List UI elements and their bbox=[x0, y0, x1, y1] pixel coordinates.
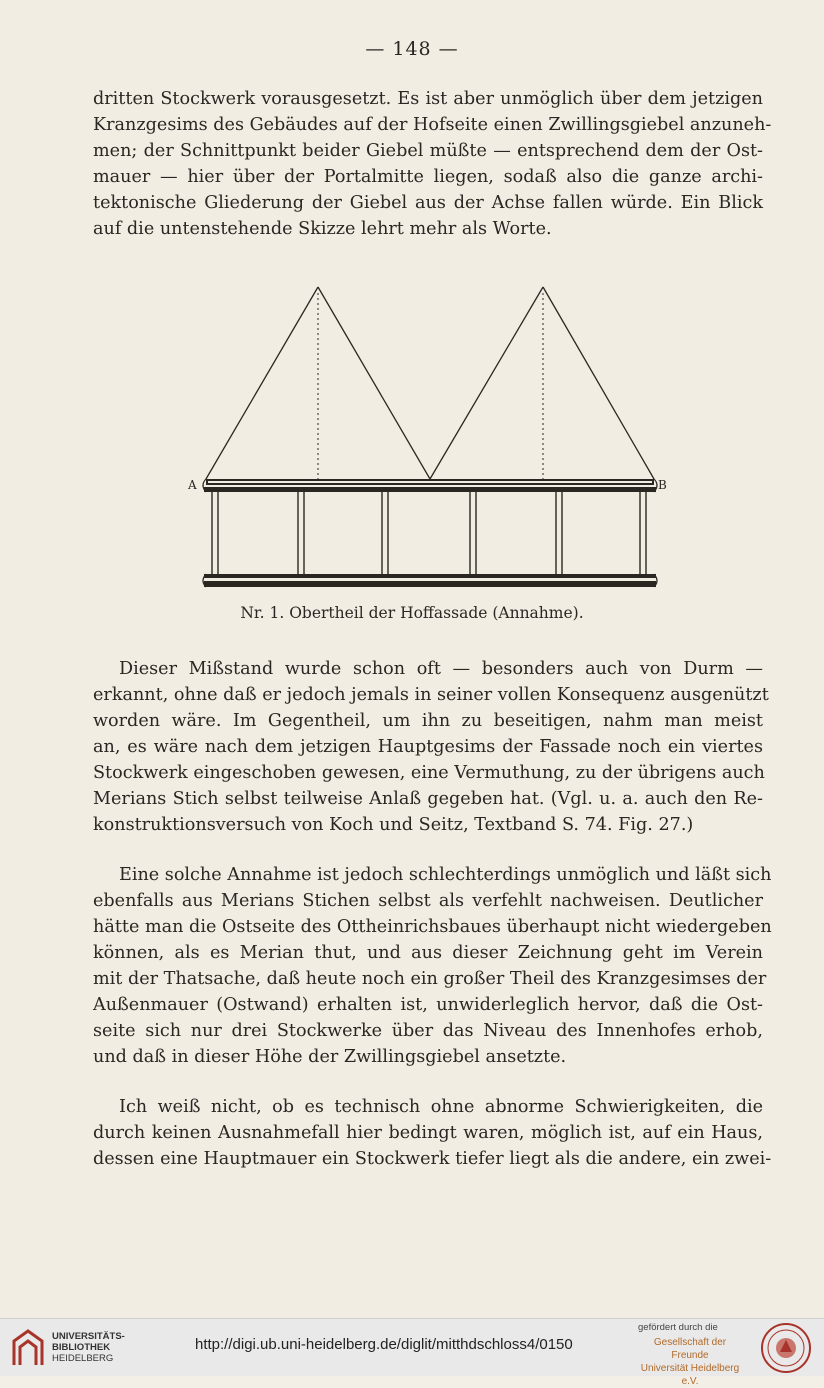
text-line: auf die untenstehende Skizze lehrt mehr als Worte. bbox=[93, 219, 552, 239]
paragraph-2 bbox=[93, 656, 769, 838]
pillars bbox=[212, 492, 646, 574]
cornice-bottom bbox=[204, 487, 656, 492]
page-number: — 148 — bbox=[365, 38, 459, 60]
text-line: mit der Thatsache, daß heute noch ein großer Theil des Kranzgesimses der bbox=[93, 969, 767, 989]
left-gable-right-edge bbox=[318, 287, 430, 479]
text-line: Ich weiß nicht, ob es technisch ohne abnorme Schwierigkeiten, die bbox=[119, 1097, 763, 1117]
footer-bar bbox=[0, 1318, 824, 1387]
library-logo-icon bbox=[10, 1329, 46, 1367]
text-line: Dieser Mißstand wurde schon oft — besonders auch von Durm — bbox=[119, 659, 763, 679]
left-gable-left-edge bbox=[206, 287, 318, 479]
base-bottom bbox=[204, 581, 656, 587]
text-line: an, es wäre nach dem jetzigen Hauptgesims der Fassade noch ein viertes bbox=[93, 737, 763, 757]
paragraph-1 bbox=[93, 86, 772, 242]
text-line: Eine solche Annahme ist jedoch schlechterdings unmöglich und läßt sich bbox=[119, 865, 772, 885]
text-line: durch keinen Ausnahmefall hier bedingt waren, möglich ist, auf ein Haus, bbox=[93, 1123, 763, 1143]
text-line: dessen eine Hauptmauer ein Stockwerk tiefer liegt als die andere, ein zwei- bbox=[93, 1149, 772, 1169]
text-line: Stockwerk eingeschoben gewesen, eine Vermuthung, zu der übrigens auch bbox=[93, 763, 765, 783]
text-line: erkannt, ohne daß er jedoch jemals in seiner vollen Konsequenz ausgenützt bbox=[93, 685, 769, 705]
library-name: UNIVERSITÄTS- BIBLIOTHEK HEIDELBERG bbox=[52, 1331, 125, 1364]
text-line: können, als es Merian thut, und aus dieser Zeichnung geht im Verein bbox=[93, 943, 763, 963]
text-line: tektonische Gliederung der Giebel aus der Achse fallen würde. Ein Blick bbox=[93, 193, 763, 213]
text-line: hätte man die Ostseite des Ottheinrichsbaues überhaupt nicht wiedergeben bbox=[93, 917, 772, 937]
paragraph-4 bbox=[93, 1094, 772, 1172]
text-line: Außenmauer (Ostwand) erhalten ist, unwiderleglich hervor, daß die Ost- bbox=[93, 995, 763, 1015]
text-line: seite sich nur drei Stockwerke über das Niveau des Innenhofes erhob, bbox=[93, 1021, 763, 1041]
base-top bbox=[204, 574, 656, 578]
facade-sketch bbox=[188, 283, 668, 603]
text-line: Kranzgesims des Gebäudes auf der Hofseite einen Zwillingsgiebel anzuneh- bbox=[93, 115, 772, 135]
right-gable-right-edge bbox=[543, 287, 654, 479]
text-line: und daß in dieser Höhe der Zwillingsgiebel ansetzte. bbox=[93, 1047, 567, 1067]
text-line: dritten Stockwerk vorausgesetzt. Es ist aber unmöglich über dem jetzigen bbox=[93, 89, 763, 109]
sponsor-name: Gesellschaft der Freunde Universität Heidelberg e.V. bbox=[640, 1337, 740, 1387]
sponsor-label: gefördert durch die bbox=[638, 1322, 718, 1333]
text-line: mauer — hier über der Portalmitte liegen, sodaß also die ganze archi- bbox=[93, 167, 763, 187]
label-b: B bbox=[658, 478, 667, 492]
source-url-link[interactable]: http://digi.ub.uni-heidelberg.de/diglit/mitthdschloss4/0150 bbox=[195, 1336, 573, 1353]
text-line: Merians Stich selbst teilweise Anlaß gegeben hat. (Vgl. u. a. auch den Re- bbox=[93, 789, 763, 809]
text-line: ebenfalls aus Merians Stichen selbst als verfehlt nachweisen. Deutlicher bbox=[93, 891, 763, 911]
paragraph-3 bbox=[93, 862, 772, 1070]
right-gable-left-edge bbox=[430, 287, 543, 479]
label-a: A bbox=[188, 478, 197, 492]
text-line: konstruktionsversuch von Koch und Seitz, Textband S. 74. Fig. 27.) bbox=[93, 815, 694, 835]
university-seal-icon bbox=[760, 1322, 812, 1374]
figure-caption: Nr. 1. Obertheil der Hoffassade (Annahme). bbox=[240, 604, 584, 622]
text-line: worden wäre. Im Gegentheil, um ihn zu beseitigen, nahm man meist bbox=[93, 711, 763, 731]
text-line: men; der Schnittpunkt beider Giebel müßte — entsprechend dem der Ost- bbox=[93, 141, 763, 161]
cornice-gap bbox=[208, 481, 652, 483]
